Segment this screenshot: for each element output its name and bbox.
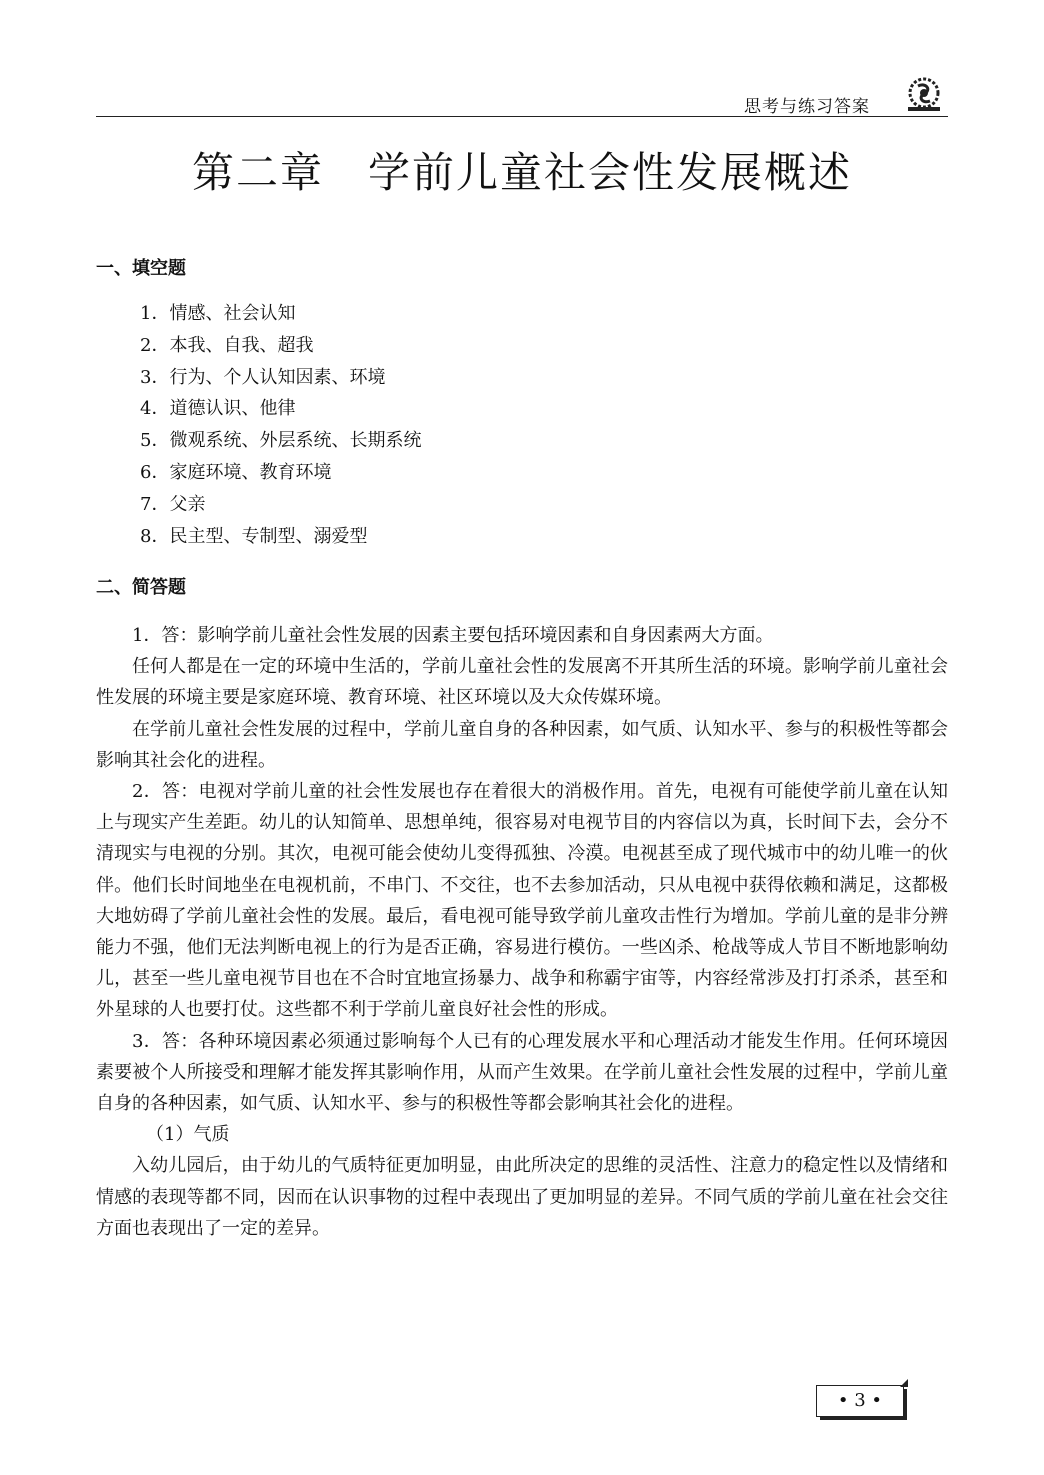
paragraph: 1．答：影响学前儿童社会性发展的因素主要包括环境因素和自身因素两大方面。 (132, 625, 774, 646)
list-item: 8．民主型、专制型、溺爱型 (140, 525, 368, 547)
section-heading-fill-in: 一、填空题 (96, 258, 186, 279)
list-item: 2．本我、自我、超我 (140, 334, 314, 356)
paragraph: 2．答：电视对学前儿童的社会性发展也存在着很大的消极作用。首先，电视有可能使学前儿童在认知上与现实产生差距。幼儿的认知简单、思想单纯，很容易对电视节目的内容信以为真，长时间下去，会分不清现实与电视的分别。其次，电视可能会使幼儿变得孤独、冷漠。电视甚至成了现代城市中的幼儿唯一的伙伴。他们长时间地坐在电视机前，不串门、不交往，也不去参加活动，只从电视中获得依赖和满足，这都极大地妨碍了学前儿童社会性的发展。最后，看电视可能导致学前儿童攻击性行为增加。学前儿童的是非分辨能力不强，他们无法判断电视上的行为是否正确，容易进行模仿。一些凶杀、枪战等成人节目不断地影响幼儿，甚至一些儿童电视节目也在不合时宜地宣扬暴力、战争和称霸宇宙等，内容经常涉及打打杀杀，甚至和外星球的人也要打仗。这些都不利于学前儿童良好社会性的形成。 (96, 781, 948, 1021)
short-answer-body (96, 620, 948, 1244)
list-item: 4．道德认识、他律 (140, 398, 296, 420)
list-item: 7．父亲 (140, 493, 206, 515)
running-title: 思考与练习答案 (744, 97, 870, 117)
paragraph: 3．答：各种环境因素必须通过影响每个人已有的心理发展水平和心理活动才能发生作用。任何环境因素要被个人所接受和理解才能发挥其影响作用，从而产生效果。在学前儿童社会性发展的过程中，学前儿童自身的各种因素，如气质、认知水平、参与的积极性等都会影响其社会化的进程。 (96, 1030, 948, 1115)
list-item: 5．微观系统、外层系统、长期系统 (140, 430, 422, 452)
list-item: 3．行为、个人认知因素、环境 (140, 366, 386, 388)
publisher-logo-icon (902, 76, 946, 114)
paragraph: 在学前儿童社会性发展的过程中，学前儿童自身的各种因素，如气质、认知水平、参与的积极性等都会影响其社会化的进程。 (96, 718, 948, 771)
list-item: 1．情感、社会认知 (140, 303, 296, 324)
list-item: 6．家庭环境、教育环境 (140, 461, 332, 483)
page-number: • 3 • (816, 1385, 904, 1417)
subheading: （1）气质 (146, 1124, 230, 1146)
paragraph: 入幼儿园后，由于幼儿的气质特征更加明显，由此所决定的思维的灵活性、注意力的稳定性以及情绪和情感的表现等都不同，因而在认识事物的过程中表现出了更加明显的差异。不同气质的学前儿童在社会交往方面也表现出了一定的差异。 (96, 1155, 948, 1239)
page-number-badge (816, 1385, 906, 1419)
fill-in-answer-list (140, 298, 421, 552)
chapter-title: 第二章 学前儿童社会性发展概述 (191, 148, 852, 197)
section-heading-short-answer: 二、简答题 (96, 577, 186, 598)
running-header (96, 76, 948, 117)
paragraph: 任何人都是在一定的环境中生活的，学前儿童社会性的发展离不开其所生活的环境。影响学前儿童社会性发展的环境主要是家庭环境、教育环境、社区环境以及大众传媒环境。 (96, 656, 948, 709)
